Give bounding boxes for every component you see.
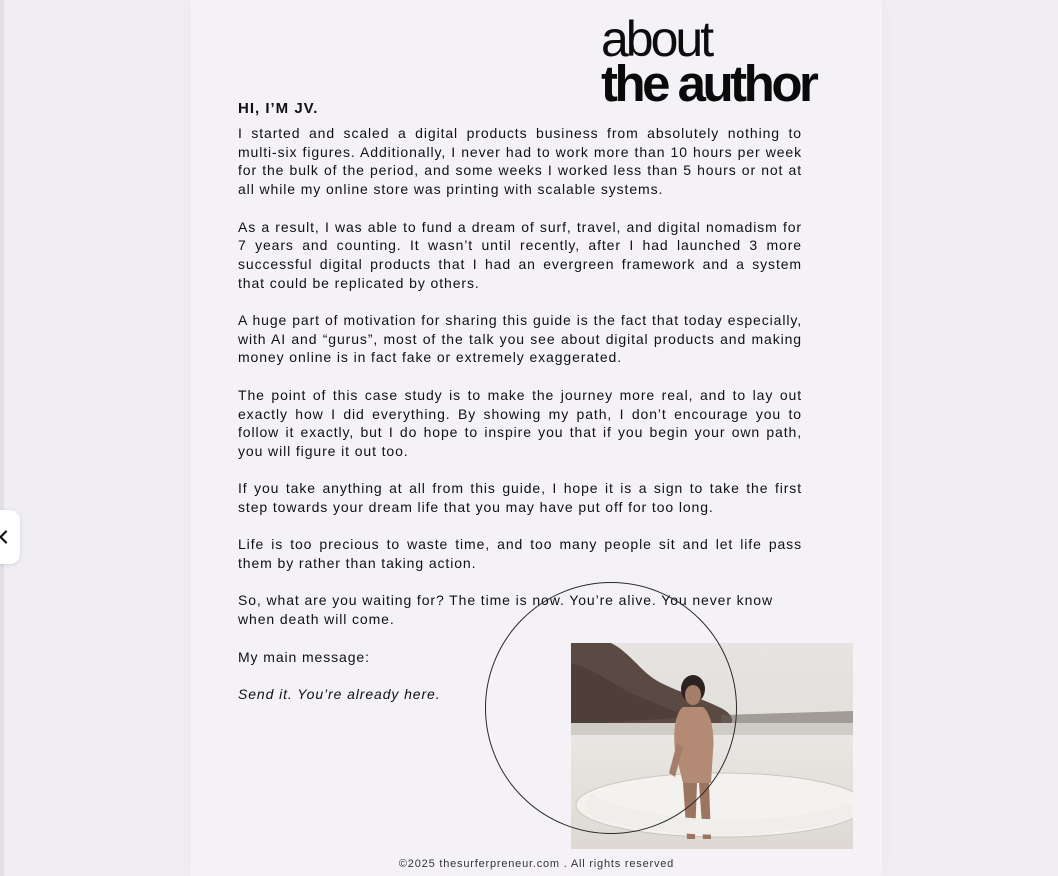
main-message: Send it. You’re already here. xyxy=(238,685,441,702)
bio-paragraph-6: Life is too precious to waste time, and too many people sit and let life pass them by rather than taking action. xyxy=(238,536,802,572)
bio-paragraph-4: The point of this case study is to make the journey more real, and to lay out exactly how I did everything. By showing my path, I don’t encourage you to follow it exactly, but I do hope to inspire you that if you begin your own path, you will figure it out too. xyxy=(238,386,802,459)
title-line-about: about xyxy=(601,11,712,67)
previous-page-button[interactable] xyxy=(0,510,20,564)
title-line-the-author: the author xyxy=(601,55,816,112)
page-title xyxy=(601,11,816,112)
bio-paragraph-5: If you take anything at all from this guide, I hope it is a sign to take the first step towards your dream life that you may have put off for too long. xyxy=(238,480,802,515)
bio-paragraph-7: So, what are you waiting for? The time is now. You’re alive. You never know when death will come. xyxy=(238,592,773,628)
author-photo xyxy=(571,643,853,849)
author-bio xyxy=(238,124,802,722)
viewer-left-edge xyxy=(0,0,4,876)
bio-paragraph-3: A huge part of motivation for sharing this guide is the fact that today especially, with AI and “gurus”, most of the talk you see about digital products and making money online is in fact fake or extremely exaggerated. xyxy=(238,312,802,366)
bio-paragraph-2: As a result, I was able to fund a dream of surf, travel, and digital nomadism for 7 years and counting. It wasn’t until recently, after I had launched 3 more successful digital products that I had an evergreen framework and a system that could be replicated by others. xyxy=(238,218,802,291)
copyright-footer: ©2025 thesurferpreneur.com . All rights reserved xyxy=(398,858,675,870)
greeting-heading: HI, I’M JV. xyxy=(238,100,319,117)
document-page xyxy=(191,0,882,876)
chevron-left-icon xyxy=(0,530,8,544)
bio-paragraph-1: I started and scaled a digital products business from absolutely nothing to multi-six figures. Additionally, I never had to work more than 10 hours per week for the bulk of the period, and some weeks I worked less than 5 hours or not at all while my online store was printing with scalable systems. xyxy=(238,125,802,198)
main-message-label: My main message: xyxy=(238,648,370,665)
